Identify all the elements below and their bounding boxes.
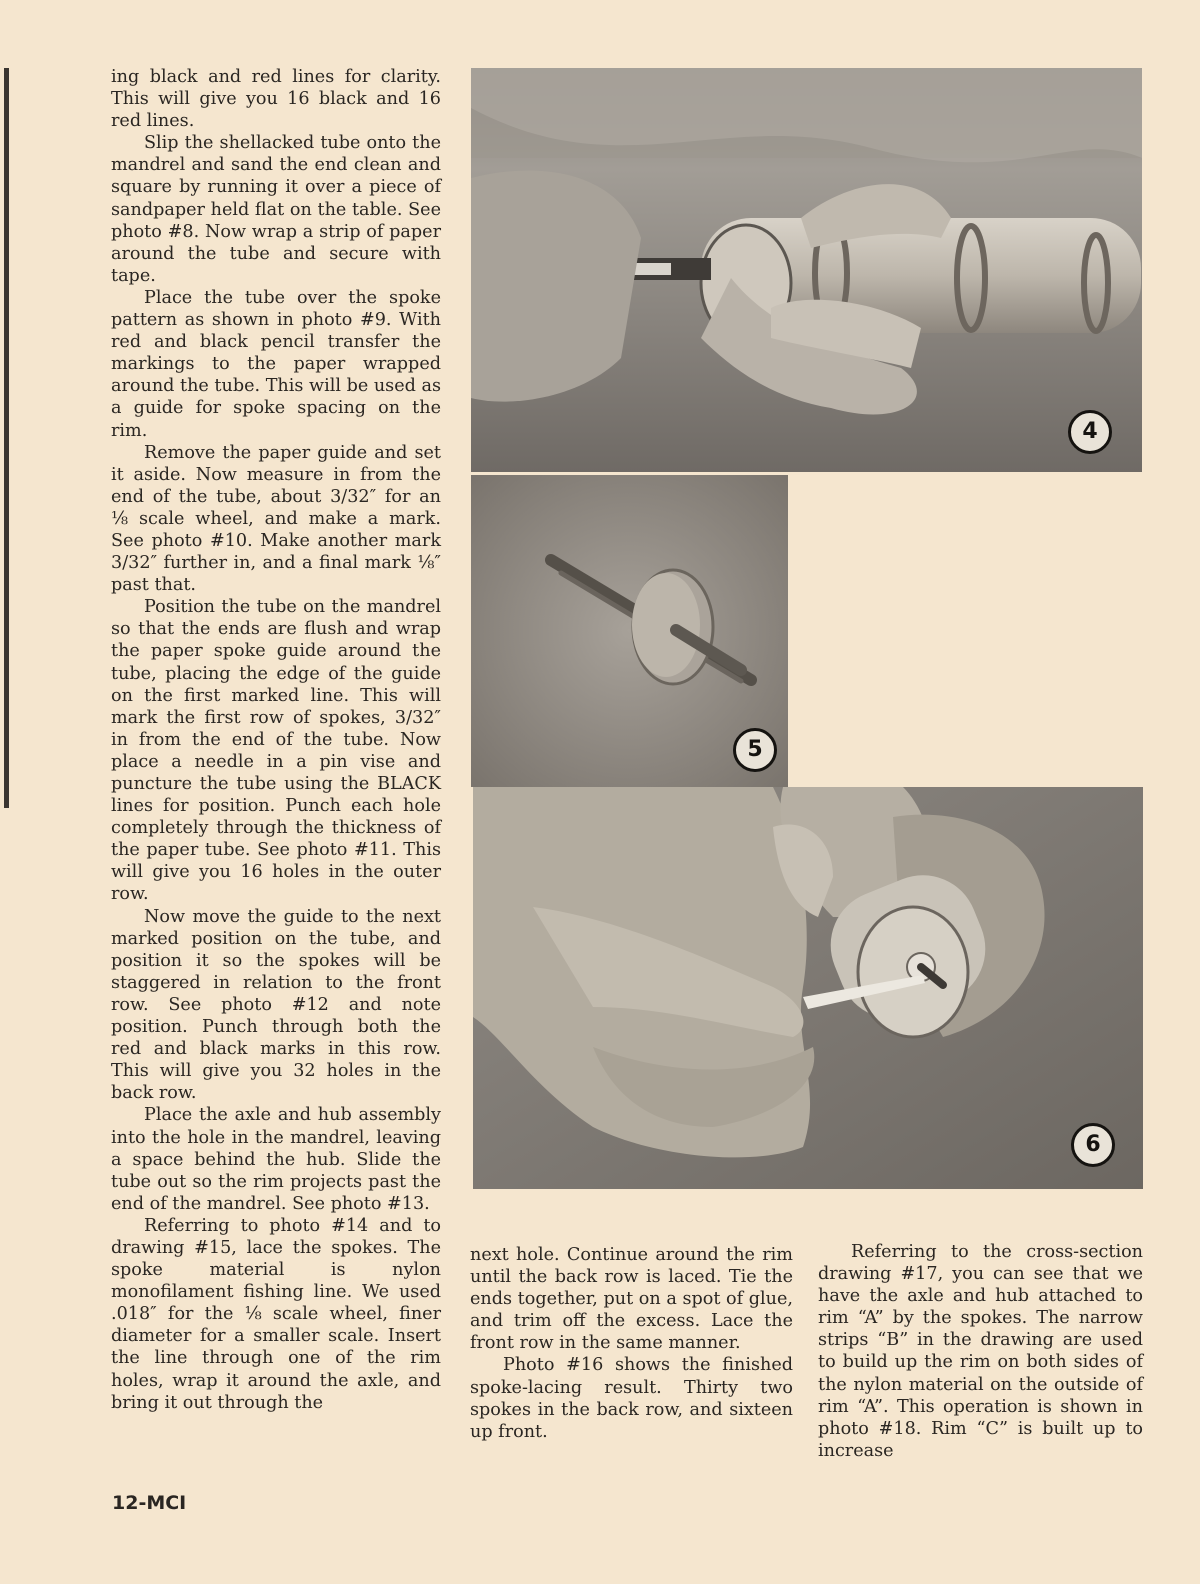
photo-4-image <box>471 68 1142 472</box>
paragraph: Place the axle and hub assembly into the hole in the mandrel, leaving a space behind the hub. Slide the tube out so the rim projects past the end of the mandrel. See photo #13. <box>111 1105 441 1214</box>
paragraph: Referring to photo #14 and to drawing #15, lace the spokes. The spoke material is nylon monofilament fishing line. We used .018″ for the ⅛ scale wheel, finer diameter for a smaller scale. Insert the line through one of the rim holes, wrap it around the axle, and bring it out through the <box>111 1215 441 1413</box>
paragraph: Photo #16 shows the finished spoke-lacing result. Thirty two spokes in the back row, and sixteen up front. <box>470 1355 793 1442</box>
photo-drilling-hub <box>471 68 1142 472</box>
paragraph: ing black and red lines for clarity. This will give you 16 black and 16 red lines. <box>111 67 441 132</box>
page-folio: 12-MCI <box>112 1492 187 1514</box>
photo-6-image <box>473 787 1143 1189</box>
photo-hub-on-axle <box>471 475 788 787</box>
paragraph: Remove the paper guide and set it aside. Now measure in from the end of the tube, about 3/32″ for an ⅛ scale wheel, and make a mark. See photo #10. Make another mark 3/32″ further in, and a final mark ⅛″ past that. <box>111 442 441 596</box>
binding-edge <box>4 68 9 808</box>
paragraph: Referring to the cross-section drawing #17, you can see that we have the axle and hub attached to rim “A” by the spokes. The narrow strips “B” in the drawing are used to build up the rim on both sides of the nylon material on the outside of rim “A”. This operation is shown in photo #18. Rim “C” is built up to increase <box>818 1242 1143 1461</box>
paragraph: Place the tube over the spoke pattern as shown in photo #9. With red and black pencil transfer the markings to the paper wrapped around the tube. This will be used as a guide for spoke spacing on the rim. <box>111 287 441 441</box>
paragraph: next hole. Continue around the rim until the back row is laced. Tie the ends together, put on a spot of glue, and trim off the excess. Lace the front row in the same manner. <box>470 1245 793 1354</box>
photo-number-badge: 5 <box>733 728 777 772</box>
paragraph: Slip the shellacked tube onto the mandrel and sand the end clean and square by running it over a piece of sandpaper held flat on the table. See photo #8. Now wrap a strip of paper around the tube and secure with tape. <box>111 133 441 286</box>
photo-number-badge: 4 <box>1068 410 1112 454</box>
photo-puncturing-tube <box>473 787 1143 1189</box>
left-text-column <box>111 66 441 1414</box>
paragraph: Now move the guide to the next marked position on the tube, and position it so the spokes will be staggered in relation to the front row. See photo #12 and note position. Punch through both the red and black marks in this row. This will give you 32 holes in the back row. <box>111 906 441 1104</box>
right-text-column <box>818 1241 1143 1462</box>
middle-text-column <box>470 1244 793 1443</box>
paragraph: Position the tube on the mandrel so that the ends are flush and wrap the paper spoke guide around the tube, placing the edge of the guide on the first marked line. This will mark the first row of spokes, 3/32″ in from the end of the tube. Now place a needle in a pin vise and puncture the tube using the BLACK lines for position. Punch each hole completely through the thickness of the paper tube. See photo #11. This will give you 16 holes in the outer row. <box>111 597 441 905</box>
photo-number-badge: 6 <box>1071 1123 1115 1167</box>
